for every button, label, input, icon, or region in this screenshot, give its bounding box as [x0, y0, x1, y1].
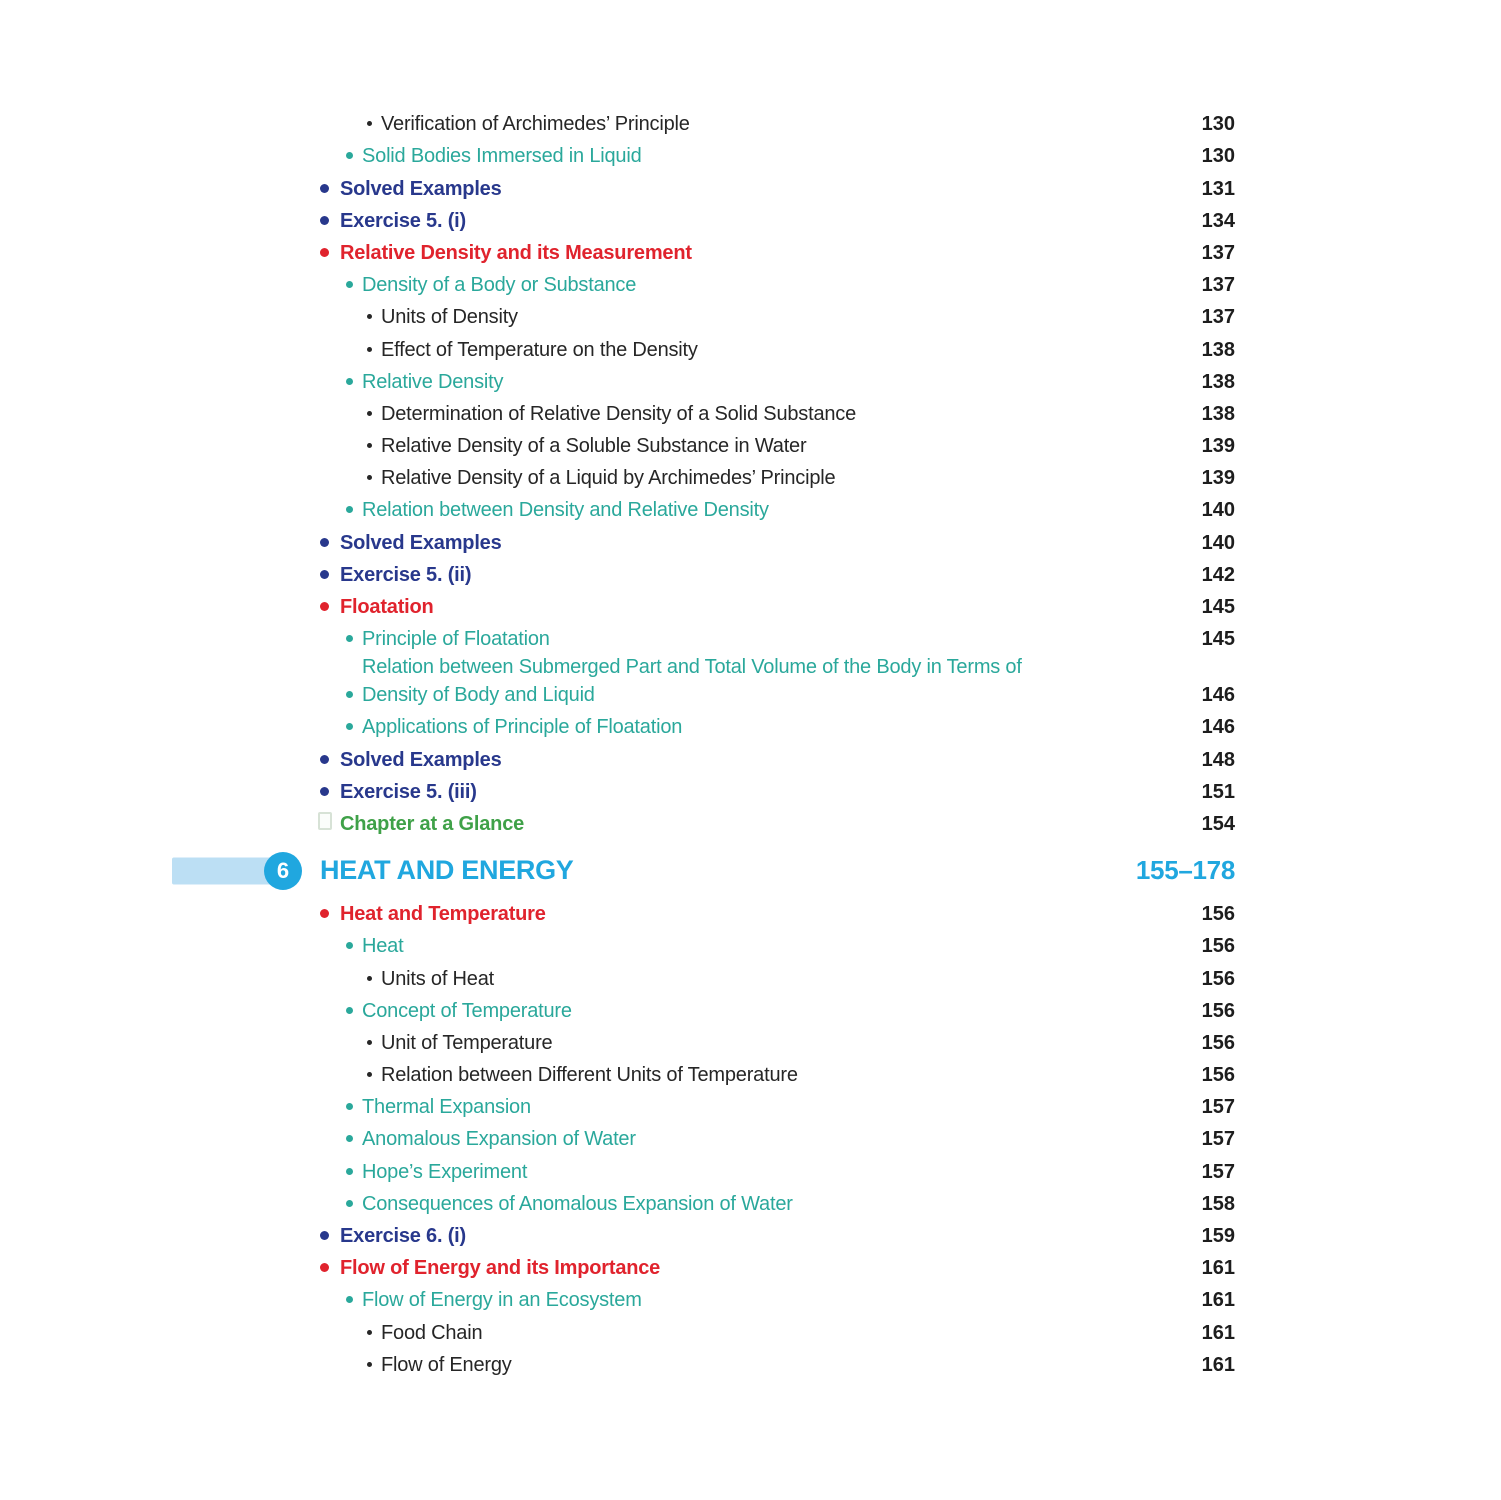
- dot-bullet-icon: [320, 1263, 329, 1272]
- page-number: 137: [1201, 274, 1235, 297]
- toc-entry: [320, 203, 1235, 235]
- dot-bullet-icon: [346, 281, 353, 288]
- dot-bullet-icon: [367, 1040, 372, 1045]
- page-number: 148: [1201, 748, 1235, 771]
- toc-entry-label: [320, 142, 1151, 170]
- toc-entry-text: Relation between Submerged Part and Total Volume of the Body in Terms of Density of Body and Liquid: [362, 656, 1022, 707]
- toc-entry-label: [320, 207, 1151, 235]
- toc-entry: [320, 1282, 1235, 1314]
- toc-entry-text: Verification of Archimedes’ Principle: [381, 113, 690, 136]
- dot-bullet-icon: [367, 347, 372, 352]
- page-number: 157: [1201, 1096, 1235, 1119]
- toc-entry-text: Flow of Energy in an Ecosystem: [362, 1289, 642, 1312]
- dot-bullet-icon: [346, 1103, 353, 1110]
- toc-entry-text: Exercise 5. (i): [340, 209, 466, 232]
- dot-bullet-icon: [320, 602, 329, 611]
- toc-entry: [320, 524, 1235, 556]
- table-of-contents: [276, 106, 1235, 1379]
- dot-bullet-icon: [320, 570, 329, 579]
- toc-entry: [320, 896, 1235, 928]
- dot-bullet-icon: [367, 411, 372, 416]
- chapter-header: [276, 849, 1235, 893]
- toc-entry: [320, 741, 1235, 773]
- page-number: 161: [1201, 1321, 1235, 1344]
- toc-entry-text: Exercise 5. (ii): [340, 563, 472, 586]
- toc-entry: [320, 331, 1235, 363]
- toc-entry: [320, 235, 1235, 267]
- toc-entry-label: [320, 400, 1151, 428]
- page-number: 146: [1201, 716, 1235, 739]
- toc-entry: [320, 1218, 1235, 1250]
- toc-entry-text: Effect of Temperature on the Density: [381, 338, 698, 361]
- toc-entry: [320, 993, 1235, 1025]
- toc-entry-text: Exercise 6. (i): [340, 1225, 466, 1247]
- toc-entry-text: Flow of Energy and its Importance: [340, 1257, 661, 1280]
- toc-entry-label: [320, 336, 1151, 364]
- toc-entry: [320, 299, 1235, 331]
- toc-entry-text: Thermal Expansion: [362, 1096, 531, 1119]
- page-outline-icon: [318, 812, 332, 830]
- dot-bullet-icon: [346, 723, 353, 730]
- page-number: 137: [1201, 306, 1235, 329]
- toc-entry: [320, 621, 1235, 653]
- page-number: 158: [1201, 1192, 1235, 1215]
- toc-entry-label: [320, 1222, 1151, 1250]
- toc-entry: [320, 1089, 1235, 1121]
- page-number: 142: [1201, 563, 1235, 586]
- dot-bullet-icon: [367, 1330, 372, 1335]
- toc-entry-text: Applications of Principle of Floatation: [362, 716, 683, 739]
- page-number: 161: [1201, 1289, 1235, 1312]
- toc-entry: [320, 267, 1235, 299]
- dot-bullet-icon: [346, 1135, 353, 1142]
- toc-entry-label: [320, 1158, 1151, 1186]
- page-number: 139: [1201, 467, 1235, 490]
- dot-bullet-icon: [367, 976, 372, 981]
- toc-entry-text: Solved Examples: [340, 748, 502, 771]
- dot-bullet-icon: [346, 691, 353, 698]
- toc-entry-text: Units of Heat: [381, 967, 495, 990]
- toc-entry-text: Chapter at a Glance: [340, 812, 525, 835]
- toc-entry-text: Units of Density: [381, 306, 518, 329]
- toc-entry: [320, 1153, 1235, 1185]
- toc-entry-label: [320, 653, 1151, 709]
- toc-entry-label: [320, 1286, 1151, 1314]
- toc-entry-text: Solved Examples: [340, 177, 502, 200]
- toc-entry: [320, 1025, 1235, 1057]
- toc-entry: [320, 709, 1235, 741]
- toc-entry-label: [320, 1125, 1151, 1153]
- dot-bullet-icon: [320, 1231, 329, 1240]
- toc-entry-label: [320, 1029, 1151, 1057]
- chapter-title: HEAT AND ENERGY: [320, 855, 574, 886]
- dot-bullet-icon: [346, 1007, 353, 1014]
- toc-entry: [320, 1250, 1235, 1282]
- toc-entry: [320, 960, 1235, 992]
- chapter-page-range: 155–178: [1135, 855, 1235, 886]
- page-number: 151: [1201, 780, 1235, 803]
- toc-entry-label: [320, 713, 1151, 741]
- dot-bullet-icon: [367, 443, 372, 448]
- toc-entry: [320, 106, 1235, 138]
- page-number: 156: [1201, 903, 1235, 926]
- dot-bullet-icon: [346, 1168, 353, 1175]
- toc-entry-text: Heat and Temperature: [340, 903, 546, 926]
- dot-bullet-icon: [320, 248, 329, 257]
- page-number: 146: [1201, 684, 1235, 707]
- toc-entry-label: [320, 1093, 1151, 1121]
- toc-entry-text: Principle of Floatation: [362, 628, 550, 651]
- dot-bullet-icon: [320, 184, 329, 193]
- toc-entry-text: Heat: [362, 935, 404, 958]
- page-number: 145: [1201, 596, 1235, 618]
- toc-entry: [320, 138, 1235, 170]
- dot-bullet-icon: [346, 378, 353, 385]
- dot-bullet-icon: [320, 755, 329, 764]
- dot-bullet-icon: [346, 152, 353, 159]
- page-number: 161: [1201, 1257, 1235, 1280]
- page-number: 138: [1201, 402, 1235, 425]
- page-number: 156: [1201, 1064, 1235, 1087]
- page-number: 156: [1201, 1031, 1235, 1054]
- page-number: 157: [1201, 1160, 1235, 1183]
- page-number: 156: [1201, 967, 1235, 990]
- dot-bullet-icon: [346, 635, 353, 642]
- toc-entry-label: [320, 932, 1151, 960]
- toc-entry-label: [320, 1254, 1151, 1282]
- toc-entry-text: Consequences of Anomalous Expansion of Water: [362, 1192, 793, 1215]
- toc-entry: [320, 396, 1235, 428]
- toc-entry-label: [320, 175, 1151, 203]
- toc-entry: [320, 589, 1235, 621]
- dot-bullet-icon: [346, 1296, 353, 1303]
- toc-entry-text: Solid Bodies Immersed in Liquid: [362, 145, 642, 168]
- page-number: 156: [1201, 999, 1235, 1022]
- toc-entry: [320, 1314, 1235, 1346]
- page-number: 134: [1201, 209, 1235, 232]
- toc-entry-text: Relation between Different Units of Temperature: [381, 1064, 798, 1087]
- toc-entry-label: [320, 965, 1151, 993]
- toc-entry-label: [320, 900, 1151, 928]
- toc-entry-label: [320, 625, 1151, 653]
- toc-entry-text: Density of a Body or Substance: [362, 274, 637, 297]
- toc-entry-label: [320, 593, 1151, 621]
- toc-entry-text: Relative Density and its Measurement: [340, 241, 692, 264]
- toc-entry: [320, 557, 1235, 589]
- dot-bullet-icon: [367, 314, 372, 319]
- page-number: 138: [1201, 338, 1235, 361]
- dot-bullet-icon: [320, 909, 329, 918]
- toc-entry-text: Relative Density of a Soluble Substance in Water: [381, 435, 807, 458]
- dot-bullet-icon: [367, 1072, 372, 1077]
- toc-entry-label: [320, 1319, 1151, 1347]
- toc-entry: [320, 364, 1235, 396]
- toc-entry-text: Concept of Temperature: [362, 999, 572, 1022]
- toc-entry: [320, 774, 1235, 806]
- toc-entry-label: [320, 1351, 1151, 1379]
- toc-entry-label: [320, 110, 1151, 138]
- chapter-number: 6: [276, 857, 290, 883]
- toc-entry-text: Determination of Relative Density of a Solid Substance: [381, 402, 857, 425]
- toc-entry: [320, 1057, 1235, 1089]
- page-number: 130: [1201, 145, 1235, 168]
- page-number: 161: [1201, 1353, 1235, 1376]
- page-number: 159: [1201, 1225, 1235, 1247]
- toc-entry-text: Floatation: [340, 596, 434, 618]
- toc-entry-text: Hope’s Experiment: [362, 1160, 528, 1183]
- page-number: 156: [1201, 935, 1235, 958]
- dot-bullet-icon: [367, 475, 372, 480]
- toc-entry-label: [320, 746, 1151, 774]
- toc-entry-label: [320, 997, 1151, 1025]
- dot-bullet-icon: [320, 538, 329, 547]
- toc-entry-label: [320, 303, 1151, 331]
- toc-entry-label: [320, 496, 1151, 524]
- toc-entry-text: Exercise 5. (iii): [340, 780, 477, 803]
- page-number: 154: [1201, 812, 1235, 835]
- dot-bullet-icon: [346, 942, 353, 949]
- page-number: 157: [1201, 1128, 1235, 1151]
- toc-entry-label: [320, 239, 1151, 267]
- toc-entry-label: [320, 1190, 1151, 1218]
- toc-entry-text: Flow of Energy: [381, 1353, 512, 1376]
- dot-bullet-icon: [346, 506, 353, 513]
- toc-entry-label: [320, 432, 1151, 460]
- chapter-number-badge-icon: [264, 852, 302, 890]
- dot-bullet-icon: [346, 1200, 353, 1207]
- dot-bullet-icon: [320, 216, 329, 225]
- toc-entry-text: Anomalous Expansion of Water: [362, 1128, 636, 1151]
- page-number: 138: [1201, 370, 1235, 393]
- toc-entry: [320, 428, 1235, 460]
- page-number: 140: [1201, 499, 1235, 522]
- toc-entry-label: [320, 810, 1151, 838]
- toc-entry: [320, 1347, 1235, 1379]
- dot-bullet-icon: [367, 121, 372, 126]
- toc-entry-text: Unit of Temperature: [381, 1031, 553, 1054]
- toc-entry-label: [320, 464, 1151, 492]
- toc-entry-text: Relative Density: [362, 370, 504, 393]
- page-number: 137: [1201, 241, 1235, 264]
- toc-entry-label: [320, 778, 1151, 806]
- toc-entry: [320, 1186, 1235, 1218]
- toc-entry-label: [320, 368, 1151, 396]
- toc-entry-label: [320, 529, 1151, 557]
- page-number: 139: [1201, 435, 1235, 458]
- toc-entry-label: [320, 271, 1151, 299]
- page-number: 131: [1201, 177, 1235, 200]
- toc-entry-text: Food Chain: [381, 1321, 483, 1344]
- page-number: 145: [1201, 628, 1235, 651]
- toc-entry-text: Relative Density of a Liquid by Archimedes’ Principle: [381, 467, 836, 490]
- toc-entry-label: [320, 1061, 1151, 1089]
- toc-entry-label: [320, 561, 1151, 589]
- toc-entry-text: Solved Examples: [340, 531, 502, 554]
- toc-entry: [320, 1121, 1235, 1153]
- page-number: 140: [1201, 531, 1235, 554]
- toc-entry: [320, 928, 1235, 960]
- toc-entry-text: Relation between Density and Relative Density: [362, 499, 769, 522]
- dot-bullet-icon: [320, 787, 329, 796]
- toc-entry: [320, 460, 1235, 492]
- toc-entry: [320, 806, 1235, 838]
- toc-entry: [320, 653, 1235, 709]
- toc-entry: [320, 170, 1235, 202]
- dot-bullet-icon: [367, 1362, 372, 1367]
- page-number: 130: [1201, 113, 1235, 136]
- toc-entry: [320, 492, 1235, 524]
